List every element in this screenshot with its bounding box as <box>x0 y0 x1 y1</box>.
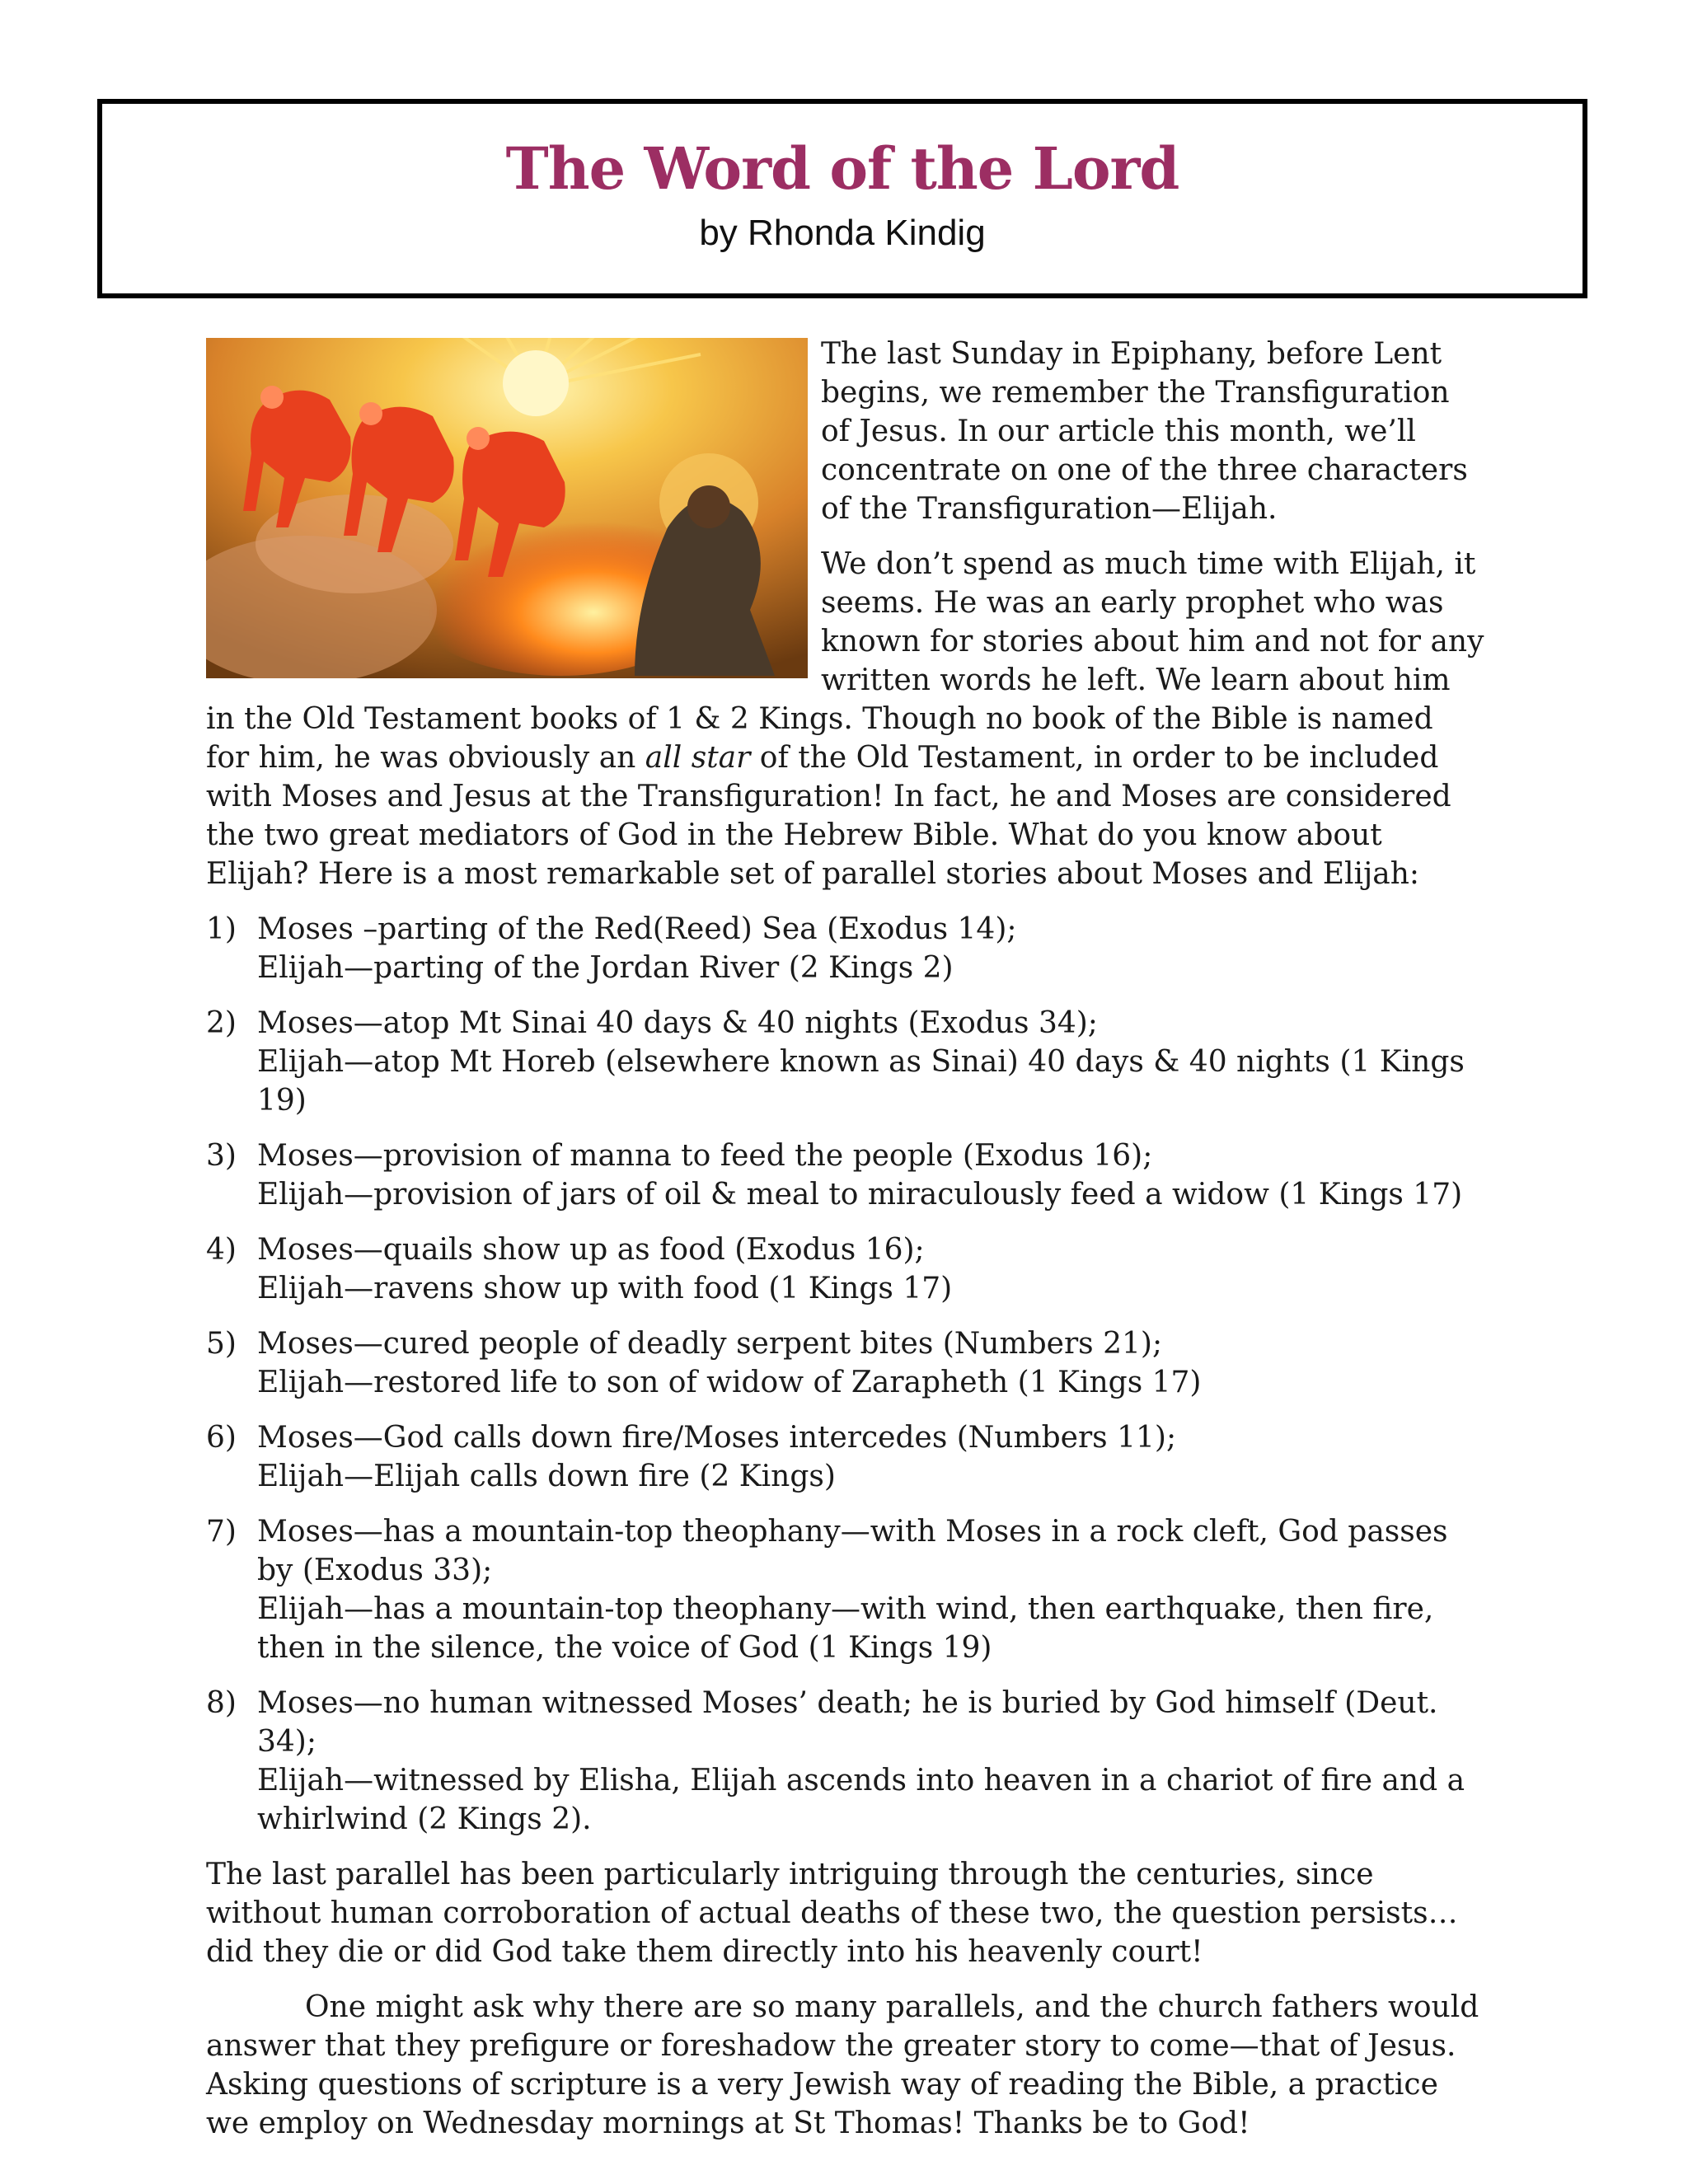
elijah-line: Elijah—provision of jars of oil & meal to miraculously feed a widow (1 Kings 17) <box>257 1178 1463 1212</box>
item-number: 8) <box>206 1686 237 1720</box>
elijah-line: Elijah—witnessed by Elisha, Elijah ascends into heaven in a chariot of fire and a whirlwind (2 Kings 2). <box>257 1764 1465 1836</box>
list-item <box>206 910 1485 987</box>
moses-line: Moses –parting of the Red(Reed) Sea (Exodus 14); <box>257 912 1017 946</box>
list-item <box>206 1230 1485 1308</box>
intro-text-a: We don’t spend as much time with Elijah, it seems. He was an early prophet who was known for stories about him and not for any written words he left. We learn about him in the Old Testament books of 1 & 2 Kings. Though no book of the Bible is named for him, he was obviously an <box>206 547 1484 775</box>
item-number: 7) <box>206 1515 237 1549</box>
elijah-line: Elijah—restored life to son of widow of Zarapheth (1 Kings 17) <box>257 1366 1202 1399</box>
moses-line: Moses—no human witnessed Moses’ death; he is buried by God himself (Deut. 34); <box>257 1686 1438 1759</box>
item-number: 5) <box>206 1327 237 1361</box>
author-byline: by Rhonda Kindig <box>699 212 986 253</box>
item-number: 1) <box>206 912 237 946</box>
closing-paragraph-1: The last parallel has been particularly intriguing through the centuries, since without human corroboration of actual deaths of these two, the question persists…did they die or did God take them directly into his heavenly court! <box>206 1858 1458 1969</box>
list-item <box>206 1137 1485 1214</box>
article-body <box>206 335 1485 2159</box>
list-item <box>206 1324 1485 1402</box>
parallels-list <box>206 910 1485 1839</box>
article-title: The Word of the Lord <box>505 134 1179 203</box>
elijah-line: Elijah—Elijah calls down fire (2 Kings) <box>257 1460 836 1493</box>
title-box <box>97 99 1587 298</box>
moses-line: Moses—quails show up as food (Exodus 16); <box>257 1233 925 1267</box>
elijah-line: Elijah—parting of the Jordan River (2 Kings 2) <box>257 951 954 985</box>
moses-line: Moses—provision of manna to feed the people (Exodus 16); <box>257 1139 1153 1173</box>
moses-line: Moses—cured people of deadly serpent bites (Numbers 21); <box>257 1327 1163 1361</box>
all-star-emphasis: all star <box>645 741 751 775</box>
intro-text-b: of the Old Testament, in order to be included with Moses and Jesus at the Transfiguration! In fact, he and Moses are considered the two great mediators of God in the Hebrew Bible. What do you know about Elijah? Here is a most remarkable set of parallel stories about Moses and Elijah: <box>206 741 1451 891</box>
item-number: 4) <box>206 1233 237 1267</box>
elijah-line: Elijah—atop Mt Horeb (elsewhere known as Sinai) 40 days & 40 nights (1 Kings 19) <box>257 1045 1465 1118</box>
list-item <box>206 1418 1485 1496</box>
elijah-line: Elijah—has a mountain-top theophany—with wind, then earthquake, then fire, then in the silence, the voice of God (1 Kings 19) <box>257 1592 1434 1665</box>
chariot-of-fire-painting <box>206 338 808 678</box>
item-number: 2) <box>206 1006 237 1040</box>
moses-line: Moses—God calls down fire/Moses intercedes (Numbers 11); <box>257 1421 1177 1455</box>
elijah-line: Elijah—ravens show up with food (1 Kings 17) <box>257 1272 953 1305</box>
list-item <box>206 1684 1485 1839</box>
closing-paragraph-2: One might ask why there are so many parallels, and the church fathers would answer that they prefigure or foreshadow the greater story to come—that of Jesus. Asking questions of scripture is a very Jewish way of reading the Bible, a practice we employ on Wednesday mornings at St Thomas! Thanks be to God! <box>206 1990 1479 2140</box>
item-number: 3) <box>206 1139 237 1173</box>
list-item <box>206 1004 1485 1120</box>
moses-line: Moses—has a mountain-top theophany—with Moses in a rock cleft, God passes by (Exodus 33); <box>257 1515 1448 1587</box>
list-item <box>206 1512 1485 1667</box>
moses-line: Moses—atop Mt Sinai 40 days & 40 nights (Exodus 34); <box>257 1006 1098 1040</box>
item-number: 6) <box>206 1421 237 1455</box>
intro-paragraph-1: The last Sunday in Epiphany, before Lent begins, we remember the Transfiguration of Jesus. In our article this month, we’ll concentrate on one of the three characters of the Transfiguration—Elijah. <box>821 337 1468 526</box>
